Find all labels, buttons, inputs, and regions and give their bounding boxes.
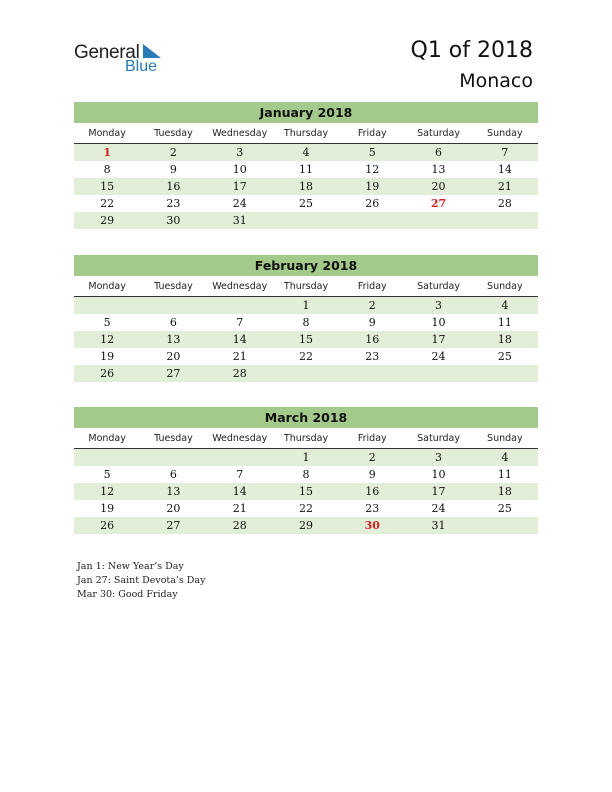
day-cell: 4 <box>501 451 509 464</box>
day-cell: 2 <box>368 451 376 464</box>
day-cell: 13 <box>166 485 181 498</box>
day-cell: 24 <box>431 502 446 515</box>
day-cell <box>74 449 140 466</box>
week-row <box>74 500 538 517</box>
weekday-label: Tuesday <box>154 281 193 292</box>
day-cell: 5 <box>368 146 376 159</box>
day-cell: 2 <box>368 299 376 312</box>
holiday-notes <box>77 560 205 602</box>
page-title: Q1 of 2018 <box>410 38 533 63</box>
week-row <box>74 348 538 365</box>
week-row <box>74 144 538 161</box>
month-title: February 2018 <box>74 255 538 276</box>
day-cell <box>207 297 273 314</box>
holiday-note: Mar 30: Good Friday <box>77 589 178 600</box>
day-cell: 1 <box>302 299 310 312</box>
day-cell: 5 <box>103 316 111 329</box>
day-cell: 19 <box>365 180 380 193</box>
day-cell <box>405 365 471 382</box>
day-cell: 29 <box>298 519 313 532</box>
holiday-note: Jan 27: Saint Devota’s Day <box>77 575 206 586</box>
day-cell: 25 <box>298 197 313 210</box>
holiday-day-cell: 1 <box>103 146 111 159</box>
day-cell: 17 <box>232 180 247 193</box>
day-cell: 8 <box>302 468 310 481</box>
day-cell: 18 <box>298 180 313 193</box>
day-cell: 28 <box>232 519 247 532</box>
day-cell: 12 <box>100 485 115 498</box>
day-cell: 27 <box>166 367 181 380</box>
weekday-label: Wednesday <box>212 433 268 444</box>
day-cell: 13 <box>431 163 446 176</box>
day-cell: 12 <box>100 333 115 346</box>
weekday-label: Sunday <box>487 281 523 292</box>
day-cell: 25 <box>497 350 512 363</box>
holiday-day-cell: 30 <box>364 519 380 532</box>
weekday-label: Saturday <box>417 128 460 139</box>
page-subtitle: Monaco <box>459 70 533 92</box>
weekday-label: Tuesday <box>154 433 193 444</box>
day-cell: 26 <box>100 367 115 380</box>
day-cell: 18 <box>497 333 512 346</box>
day-cell: 14 <box>232 485 247 498</box>
day-cell: 13 <box>166 333 181 346</box>
day-cell: 11 <box>298 163 313 176</box>
logo-word-general: General <box>74 42 140 63</box>
week-row <box>74 449 538 466</box>
day-cell: 19 <box>100 502 115 515</box>
weekday-header-row <box>74 430 538 449</box>
weekday-label: Wednesday <box>212 281 268 292</box>
day-cell: 6 <box>435 146 443 159</box>
weekday-label: Saturday <box>417 281 460 292</box>
day-cell: 21 <box>232 350 247 363</box>
week-row <box>74 314 538 331</box>
weekday-label: Monday <box>88 281 126 292</box>
weekday-label: Sunday <box>487 433 523 444</box>
day-cell: 9 <box>368 316 376 329</box>
day-cell: 11 <box>497 316 512 329</box>
day-cell: 8 <box>302 316 310 329</box>
weekday-label: Monday <box>88 128 126 139</box>
week-row <box>74 195 538 212</box>
month-march <box>74 407 538 534</box>
day-cell <box>472 212 538 229</box>
day-cell <box>339 212 405 229</box>
day-cell <box>405 212 471 229</box>
day-cell: 22 <box>298 502 313 515</box>
weekday-label: Thursday <box>283 433 329 444</box>
day-cell: 15 <box>100 180 115 193</box>
day-cell <box>472 365 538 382</box>
month-title: January 2018 <box>74 102 538 123</box>
day-cell: 5 <box>103 468 111 481</box>
day-cell: 3 <box>435 451 443 464</box>
day-cell <box>140 297 206 314</box>
generalblue-logo <box>74 42 174 78</box>
day-cell: 1 <box>302 451 310 464</box>
day-cell: 8 <box>103 163 111 176</box>
week-row <box>74 212 538 229</box>
day-cell: 10 <box>232 163 247 176</box>
day-cell: 20 <box>166 502 181 515</box>
day-cell: 23 <box>166 197 181 210</box>
weekday-label: Monday <box>88 433 126 444</box>
day-cell: 10 <box>431 468 446 481</box>
day-cell: 6 <box>169 468 177 481</box>
day-cell: 2 <box>169 146 177 159</box>
day-cell: 30 <box>166 214 181 227</box>
week-row <box>74 483 538 500</box>
weekday-label: Friday <box>357 433 387 444</box>
day-cell: 17 <box>431 333 446 346</box>
day-cell: 28 <box>497 197 512 210</box>
day-cell: 16 <box>365 485 380 498</box>
day-cell: 15 <box>298 485 313 498</box>
week-row <box>74 517 538 534</box>
day-cell: 26 <box>365 197 380 210</box>
day-cell: 14 <box>232 333 247 346</box>
week-row <box>74 365 538 382</box>
day-cell <box>339 365 405 382</box>
weekday-header-row <box>74 278 538 297</box>
day-cell: 16 <box>365 333 380 346</box>
day-cell: 24 <box>431 350 446 363</box>
weekday-label: Saturday <box>417 433 460 444</box>
weekday-header-row <box>74 125 538 144</box>
day-cell <box>273 365 339 382</box>
weekday-label: Sunday <box>487 128 523 139</box>
day-cell: 7 <box>236 316 244 329</box>
day-cell: 14 <box>497 163 512 176</box>
week-row <box>74 161 538 178</box>
logo-word-blue: Blue <box>125 58 158 75</box>
day-cell: 31 <box>431 519 446 532</box>
day-cell: 18 <box>497 485 512 498</box>
day-cell <box>140 449 206 466</box>
day-cell: 20 <box>166 350 181 363</box>
week-row <box>74 178 538 195</box>
day-cell: 25 <box>497 502 512 515</box>
weekday-label: Thursday <box>283 281 329 292</box>
holiday-note: Jan 1: New Year’s Day <box>77 561 184 572</box>
day-cell: 3 <box>236 146 244 159</box>
day-cell <box>207 449 273 466</box>
month-title: March 2018 <box>74 407 538 428</box>
day-cell: 7 <box>501 146 509 159</box>
day-cell: 9 <box>368 468 376 481</box>
day-cell: 12 <box>365 163 380 176</box>
day-cell: 27 <box>166 519 181 532</box>
holiday-day-cell: 27 <box>430 197 447 210</box>
day-cell: 22 <box>100 197 115 210</box>
weekday-label: Friday <box>357 128 387 139</box>
day-cell: 26 <box>100 519 115 532</box>
day-cell: 24 <box>232 197 247 210</box>
month-february <box>74 255 538 382</box>
day-cell: 3 <box>435 299 443 312</box>
day-cell: 29 <box>100 214 115 227</box>
day-cell: 23 <box>365 350 380 363</box>
day-cell: 10 <box>431 316 446 329</box>
week-row <box>74 466 538 483</box>
month-january <box>74 102 538 229</box>
day-cell: 21 <box>497 180 512 193</box>
weekday-label: Thursday <box>283 128 329 139</box>
day-cell: 23 <box>365 502 380 515</box>
day-cell: 15 <box>298 333 313 346</box>
day-cell: 7 <box>236 468 244 481</box>
day-cell <box>472 517 538 534</box>
day-cell: 17 <box>431 485 446 498</box>
week-row <box>74 297 538 314</box>
day-cell: 4 <box>501 299 509 312</box>
weekday-label: Tuesday <box>154 128 193 139</box>
day-cell: 4 <box>302 146 310 159</box>
day-cell <box>273 212 339 229</box>
weekday-label: Wednesday <box>212 128 268 139</box>
week-row <box>74 331 538 348</box>
day-cell: 20 <box>431 180 446 193</box>
day-cell: 21 <box>232 502 247 515</box>
day-cell: 9 <box>169 163 177 176</box>
day-cell: 16 <box>166 180 181 193</box>
day-cell <box>74 297 140 314</box>
day-cell: 31 <box>232 214 247 227</box>
day-cell: 22 <box>298 350 313 363</box>
day-cell: 19 <box>100 350 115 363</box>
weekday-label: Friday <box>357 281 387 292</box>
day-cell: 28 <box>232 367 247 380</box>
day-cell: 11 <box>497 468 512 481</box>
day-cell: 6 <box>169 316 177 329</box>
